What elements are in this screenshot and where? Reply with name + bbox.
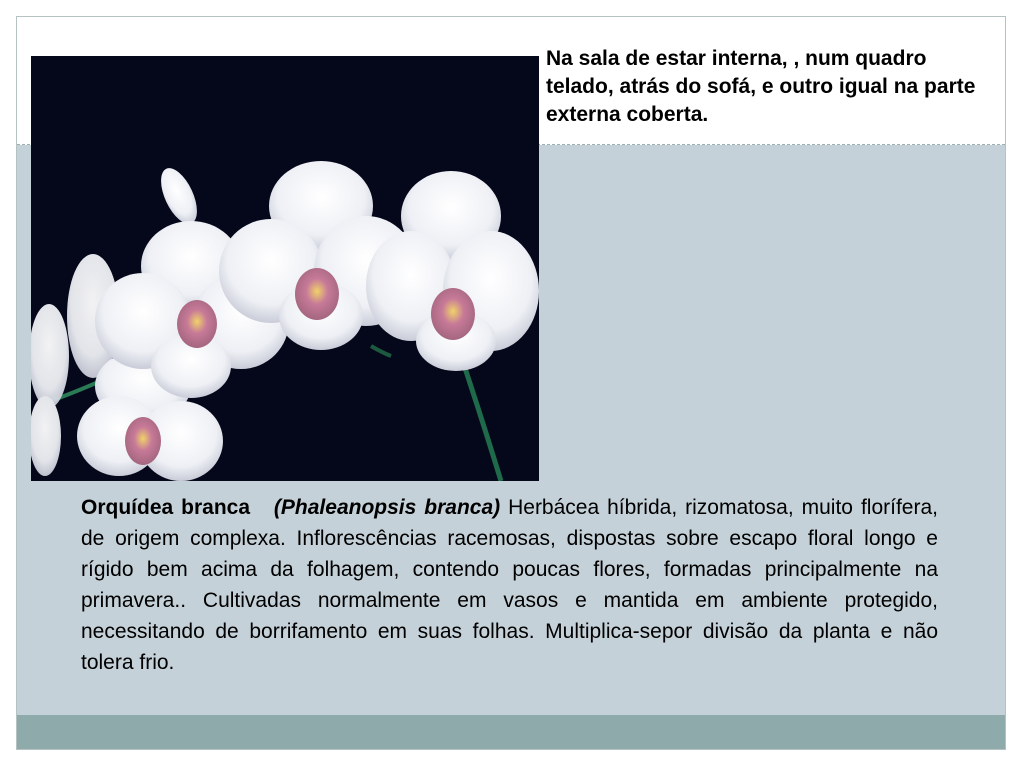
slide (16, 16, 1006, 750)
photo-caption: Na sala de estar interna, , num quadro telado, atrás do sofá, e outro igual na parte externa coberta. (546, 47, 976, 126)
orchid-photo (31, 56, 539, 481)
footer-bar (17, 715, 1005, 749)
plant-common-name: Orquídea branca (81, 496, 251, 519)
plant-description-text: Herbácea híbrida, rizomatosa, muito florífera, de origem complexa. Inflorescências racemosas, dispostas sobre escapo floral longo e rígido bem acima da folhagem, contendo poucas flores, formadas principalmente na primavera.. Cultivadas normalmente em vasos e mantida em ambiente protegido, necessitando de borrifamento em suas folhas. Multiplica-sepor divisão da planta e não tolera frio. (81, 496, 938, 674)
plant-scientific-name: (Phaleanopsis branca) (273, 496, 501, 519)
plant-description (81, 492, 938, 678)
